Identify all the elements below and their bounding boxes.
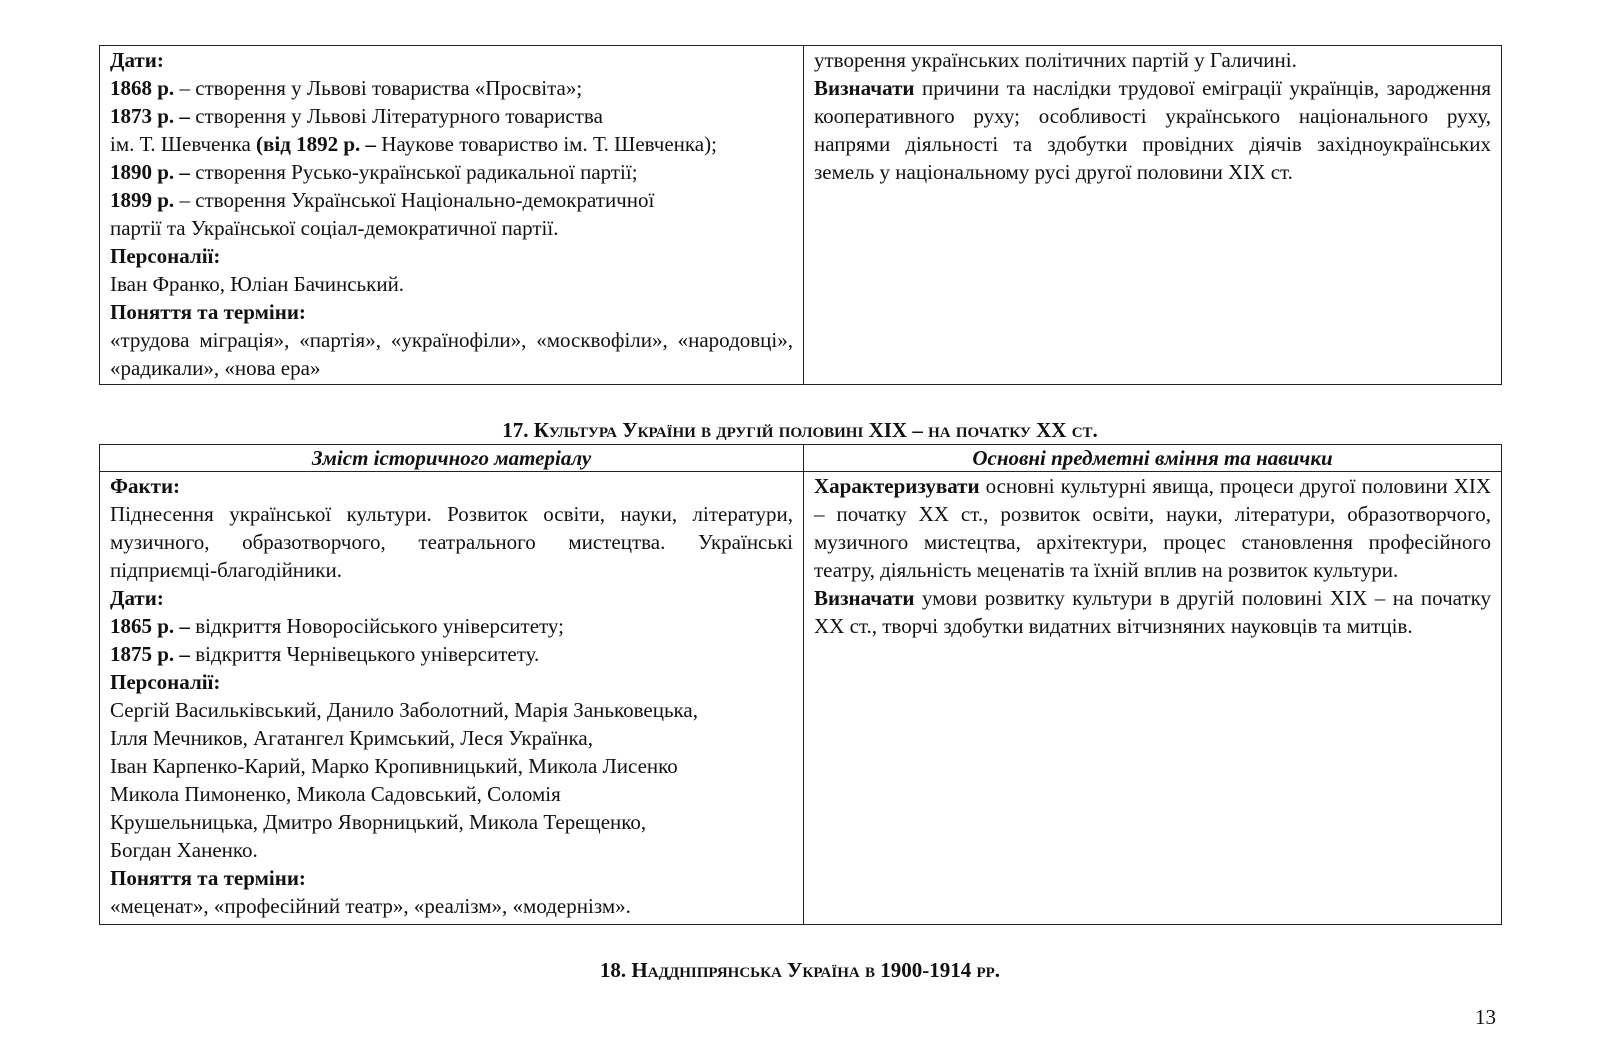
date-item-continuation: ім. Т. Шевченка (від 1892 р. – Наукове товариство ім. Т. Шевченка); — [110, 132, 717, 156]
persons-line: Іван Карпенко-Карий, Марко Кропивницький, Микола Лисенко — [110, 754, 678, 778]
facts-text: Піднесення української культури. Розвиток освіти, науки, літератури, музичного, образотворчого, театрального мистецтва. Українські підприємці-благодійники. — [110, 502, 793, 582]
date-item: 1875 р. – відкриття Чернівецького університету. — [110, 642, 540, 666]
curriculum-table-16 — [99, 45, 1502, 385]
skills-text: Визначати причини та наслідки трудової еміграції українців, зародження кооперативного руху; особливості українського національного руху, напрями діяльності та здобутки провідних діячів західноукраїнських земель у національному русі другої половини XIX ст. — [814, 76, 1491, 184]
date-item: 1865 р. – відкриття Новоросійського університету; — [110, 614, 564, 638]
persons-line: Крушельницька, Дмитро Яворницький, Микола Терещенко, — [110, 810, 647, 834]
page-number: 13 — [1475, 1005, 1496, 1029]
table-header-row — [100, 445, 1502, 472]
table-row — [100, 472, 1502, 925]
persons-label: Персоналії: — [110, 670, 221, 694]
terms-label: Поняття та терміни: — [110, 866, 306, 890]
date-item: 1868 р. – створення у Львові товариства «Просвіта»; — [110, 76, 583, 100]
terms-list: «меценат», «професійний театр», «реалізм», «модернізм». — [110, 894, 631, 918]
date-item: 1890 р. – створення Русько-української радикальної партії; — [110, 160, 638, 184]
skills-text: утворення українських політичних партій у Галичині. — [814, 48, 1297, 72]
terms-label: Поняття та терміни: — [110, 300, 306, 324]
date-item-continuation: партії та Української соціал-демократичної партії. — [110, 216, 559, 240]
section-heading: 17. Культура України в другій половині XIX – на початку XX ст. — [502, 418, 1098, 442]
section-heading: 18. Наддніпрянська Україна в 1900-1914 рр. — [599, 958, 1001, 982]
column-header: Основні предметні вміння та навички — [804, 445, 1502, 472]
table-row — [100, 46, 1502, 385]
content-cell — [100, 472, 804, 925]
column-header: Зміст історичного матеріалу — [100, 445, 804, 472]
dates-label: Дати: — [110, 586, 164, 610]
persons-line: Сергій Васильківський, Данило Заболотний, Марія Заньковецька, — [110, 698, 698, 722]
skills-verb: Визначати — [814, 586, 915, 610]
skills-cell — [804, 472, 1502, 925]
skills-text: Визначати умови розвитку культури в другій половині XIX – на початку XX ст., творчі здобутки видатних вітчизняних науковців та митців. — [814, 586, 1491, 638]
content-cell — [100, 46, 804, 385]
curriculum-table-17 — [99, 444, 1502, 925]
facts-label: Факти: — [110, 474, 181, 498]
persons-list: Іван Франко, Юліан Бачинський. — [110, 272, 405, 296]
persons-line: Микола Пимоненко, Микола Садовський, Соломія — [110, 782, 561, 806]
skills-cell — [804, 46, 1502, 385]
date-item: 1899 р. – створення Української Національно-демократичної — [110, 188, 655, 212]
persons-line: Ілля Мечников, Агатангел Кримський, Леся Українка, — [110, 726, 593, 750]
skills-verb: Визначати — [814, 76, 915, 100]
persons-label: Персоналії: — [110, 244, 221, 268]
persons-line: Богдан Ханенко. — [110, 838, 258, 862]
dates-label: Дати: — [110, 48, 164, 72]
terms-list: «трудова міграція», «партія», «українофіли», «москвофіли», «народовці», «радикали», «нова ера» — [110, 328, 793, 380]
date-item: 1873 р. – створення у Львові Літературного товариства — [110, 104, 603, 128]
skills-text: Характеризувати основні культурні явища, процеси другої половини XIX – початку XX ст., розвиток освіти, науки, літератури, образотворчого, музичного мистецтва, архітектури, процес становлення професійного театру, діяльність меценатів та їхній вплив на розвиток культури. — [814, 474, 1491, 582]
skills-verb: Характеризувати — [814, 474, 980, 498]
